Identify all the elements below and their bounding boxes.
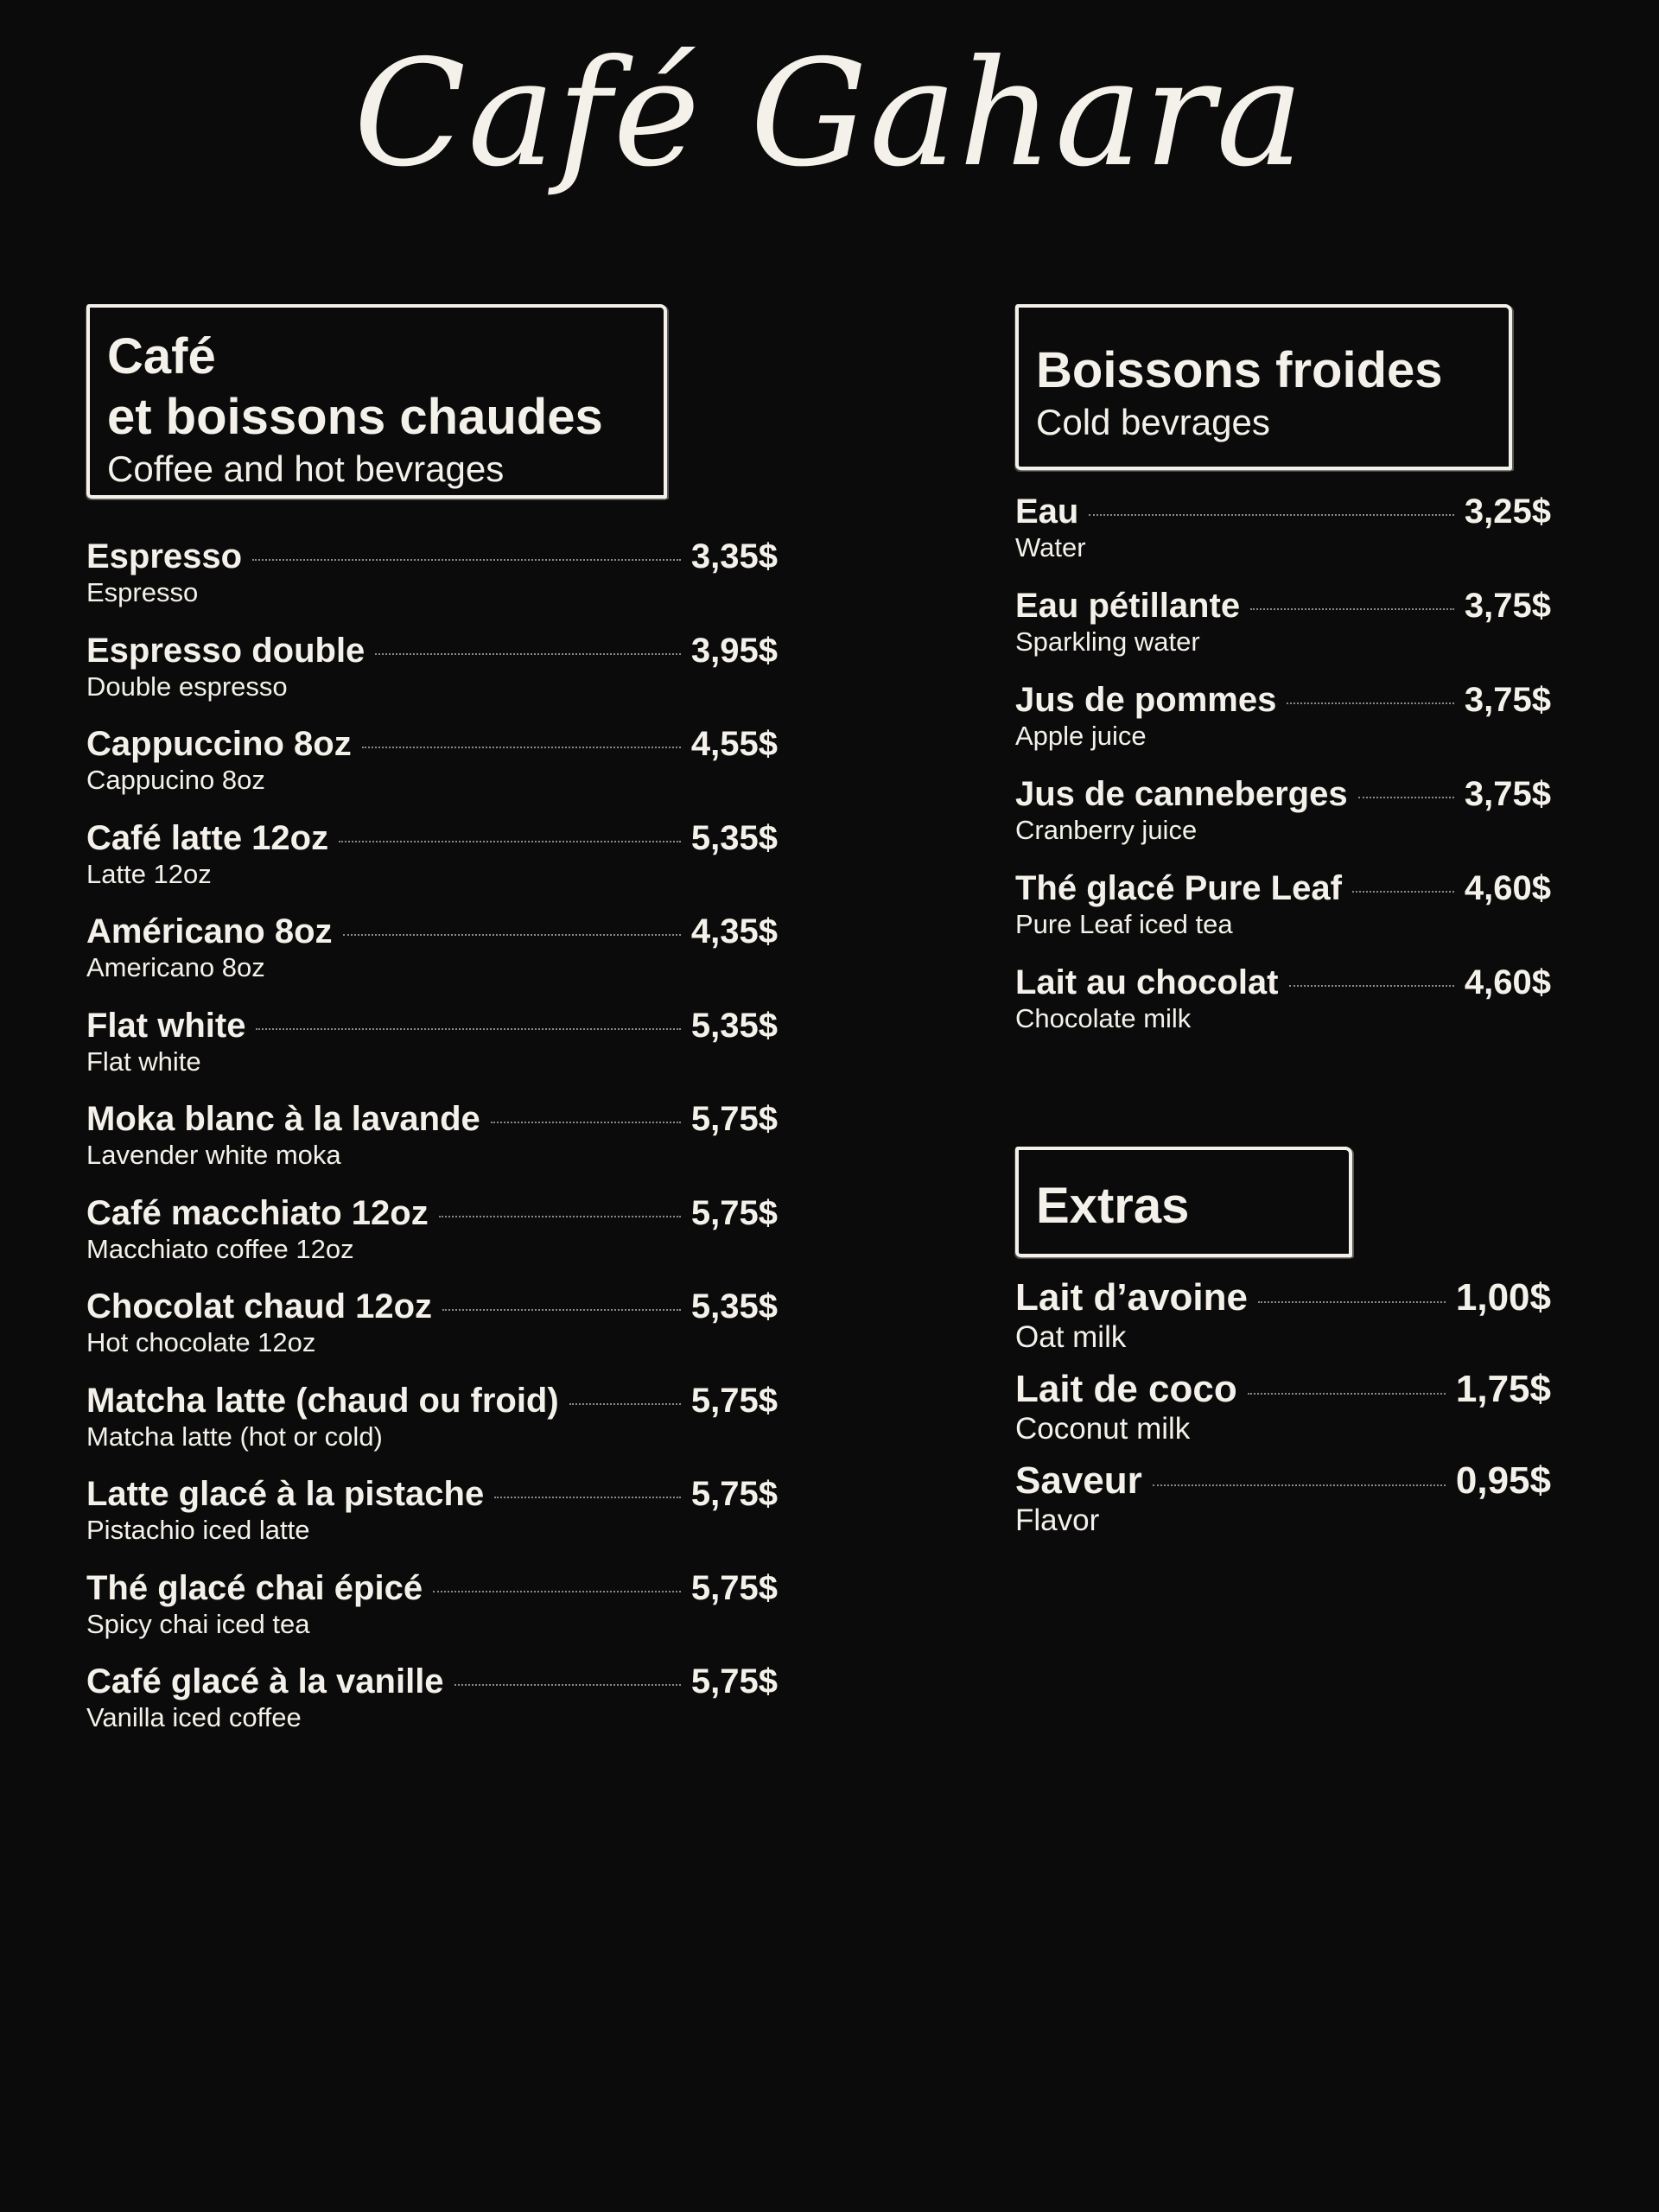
dotted-leader [1248,1393,1446,1395]
menu-item-row [86,1194,778,1233]
dotted-leader [252,559,681,561]
menu-item-price: 5,35$ [690,1006,778,1045]
menu-item [1015,775,1551,847]
menu-item-row [86,1287,778,1326]
dotted-leader [1287,702,1454,704]
dotted-leader [442,1309,681,1311]
cold-drinks-title: Boissons froides [1036,342,1443,398]
menu-item-name: Lait de coco [1015,1368,1237,1410]
menu-item-name: Saveur [1015,1459,1142,1502]
menu-item-row [86,1100,778,1139]
menu-item-price: 3,95$ [690,631,778,670]
menu-item [86,1475,778,1547]
menu-item-price: 1,00$ [1455,1276,1551,1319]
menu-item-description: Matcha latte (hot or cold) [86,1421,383,1452]
menu-item-name: Lait d’avoine [1015,1276,1248,1319]
menu-item-name: Cappuccino 8oz [86,725,352,763]
menu-item-price: 3,75$ [1464,587,1551,625]
dotted-leader [491,1122,681,1123]
menu-item-row [1015,1459,1551,1503]
menu-item-description: Vanilla iced coffee [86,1702,302,1732]
menu-item-name: Thé glacé Pure Leaf [1015,869,1342,907]
dotted-leader [569,1403,681,1405]
dotted-leader [1153,1484,1446,1486]
menu-item-name: Américano 8oz [86,912,333,950]
cafe-name-title: Café Gahara [353,29,1306,200]
menu-item [86,1194,778,1266]
dotted-leader [375,653,681,655]
menu-item-name: Flat white [86,1006,246,1045]
menu-item-row [1015,775,1551,814]
menu-item-description: Apple juice [1015,721,1147,751]
menu-item-name: Café latte 12oz [86,818,329,857]
dotted-leader [494,1497,681,1498]
menu-item-name: Café macchiato 12oz [86,1193,429,1232]
menu-item [1015,963,1551,1035]
menu-item-name: Espresso [86,537,243,575]
dotted-leader [439,1216,681,1217]
menu-item-row [86,537,778,576]
hot-drinks-header-frame [86,304,667,499]
menu-item [86,537,778,609]
dotted-leader [1250,608,1454,610]
menu-item-price: 4,60$ [1464,963,1551,1001]
dotted-leader [1258,1301,1446,1303]
menu-item-name: Matcha latte (chaud ou froid) [86,1381,559,1420]
menu-item [86,1007,778,1078]
menu-item-name: Chocolat chaud 12oz [86,1287,433,1325]
menu-item-row [1015,587,1551,626]
menu-item-name: Latte glacé à la pistache [86,1475,485,1513]
menu-item-description: Flat white [86,1046,201,1077]
menu-item-description: Espresso [86,577,199,607]
extras-title: Extras [1036,1178,1190,1234]
dotted-leader [343,934,681,936]
menu-item [86,1382,778,1453]
menu-item [86,912,778,984]
menu-item-description: Spicy chai iced tea [86,1608,310,1639]
menu-item [86,725,778,797]
menu-item [86,1569,778,1641]
menu-item-description: Pistachio iced latte [86,1515,310,1545]
dotted-leader [1352,891,1454,893]
menu-item-description: Water [1015,532,1086,563]
dotted-leader [362,747,681,748]
menu-item-price: 3,75$ [1464,775,1551,813]
dotted-leader [1358,797,1454,798]
menu-item-price: 5,75$ [690,1193,778,1232]
menu-item-price: 5,75$ [690,1381,778,1420]
menu-item-row [86,1662,778,1701]
menu-item [1015,587,1551,658]
menu-item-price: 4,60$ [1464,869,1551,907]
menu-item-row [86,819,778,858]
menu-item-price: 3,25$ [1464,493,1551,531]
menu-item [86,632,778,703]
menu-item-name: Eau [1015,493,1079,531]
menu-item-price: 5,35$ [690,818,778,857]
menu-item-price: 5,75$ [690,1568,778,1607]
menu-item-description: Americano 8oz [86,952,265,982]
menu-item-description: Latte 12oz [86,858,212,889]
menu-item-row [86,1382,778,1421]
dotted-leader [1289,985,1454,987]
menu-item-row [86,1007,778,1046]
menu-item-row [1015,869,1551,908]
menu-item-description: Double espresso [86,671,288,702]
menu-item [86,1287,778,1359]
menu-item-name: Moka blanc à la lavande [86,1100,480,1138]
hot-drinks-section [86,304,778,1732]
dotted-leader [256,1028,680,1030]
menu-item-description: Cranberry juice [1015,815,1198,845]
menu-item-description: Hot chocolate 12oz [86,1327,316,1357]
menu-item-description: Pure Leaf iced tea [1015,909,1233,939]
menu-item-name: Thé glacé chai épicé [86,1568,423,1607]
menu-item-description: Chocolate milk [1015,1003,1192,1033]
menu-item-row [86,725,778,764]
cold-drinks-header-frame [1015,304,1512,470]
menu-item-row [86,632,778,671]
menu-item-price: 5,75$ [690,1475,778,1513]
dotted-leader [433,1591,681,1592]
cold-drinks-section [1015,304,1551,1033]
menu-item-price: 1,75$ [1455,1368,1551,1410]
menu-item-row [86,1569,778,1608]
menu-item-name: Jus de canneberges [1015,775,1348,813]
menu-item-price: 5,35$ [690,1287,778,1325]
menu-item-description: Sparkling water [1015,626,1200,657]
menu-item-price: 3,75$ [1464,681,1551,719]
menu-item-row [1015,493,1551,531]
menu-item-name: Café glacé à la vanille [86,1662,444,1700]
menu-item-price: 5,75$ [690,1662,778,1700]
menu-item [1015,1368,1551,1447]
menu-item-description: Oat milk [1015,1320,1127,1354]
menu-item-price: 4,35$ [690,912,778,950]
menu-item [1015,1276,1551,1356]
menu-item-row [86,1475,778,1514]
cold-drinks-subtitle: Cold bevrages [1036,402,1270,442]
dotted-leader [1089,514,1454,516]
hot-drinks-subtitle: Coffee and hot bevrages [107,448,505,489]
menu-item [1015,493,1551,564]
menu-item-description: Coconut milk [1015,1412,1191,1446]
menu-item [86,819,778,891]
menu-item-name: Eau pétillante [1015,587,1241,625]
menu-item-price: 3,35$ [690,537,778,575]
menu-item-row [86,912,778,951]
extras-section [1015,1147,1551,1537]
menu-item [1015,869,1551,941]
menu-item-description: Macchiato coffee 12oz [86,1233,354,1264]
menu-item-row [1015,681,1551,720]
menu-item-row [1015,1368,1551,1411]
menu-item-name: Jus de pommes [1015,681,1277,719]
menu-item-description: Cappucino 8oz [86,765,265,795]
menu-item-description: Flavor [1015,1503,1100,1537]
menu-item [1015,1459,1551,1539]
extras-header-frame [1015,1147,1352,1257]
menu-item-price: 0,95$ [1455,1459,1551,1502]
menu-item-name: Lait au chocolat [1015,963,1279,1001]
menu-item-row [1015,963,1551,1002]
menu-item-price: 4,55$ [690,725,778,763]
menu-item-row [1015,1276,1551,1319]
dotted-leader [454,1684,681,1686]
menu-item-description: Lavender white moka [86,1140,341,1170]
menu-item [1015,681,1551,753]
menu-item-name: Espresso double [86,631,365,670]
menu-item-price: 5,75$ [690,1100,778,1138]
dotted-leader [339,841,681,842]
menu-item [86,1662,778,1734]
hot-drinks-title: Café et boissons chaudes [107,328,603,445]
menu-item [86,1100,778,1172]
